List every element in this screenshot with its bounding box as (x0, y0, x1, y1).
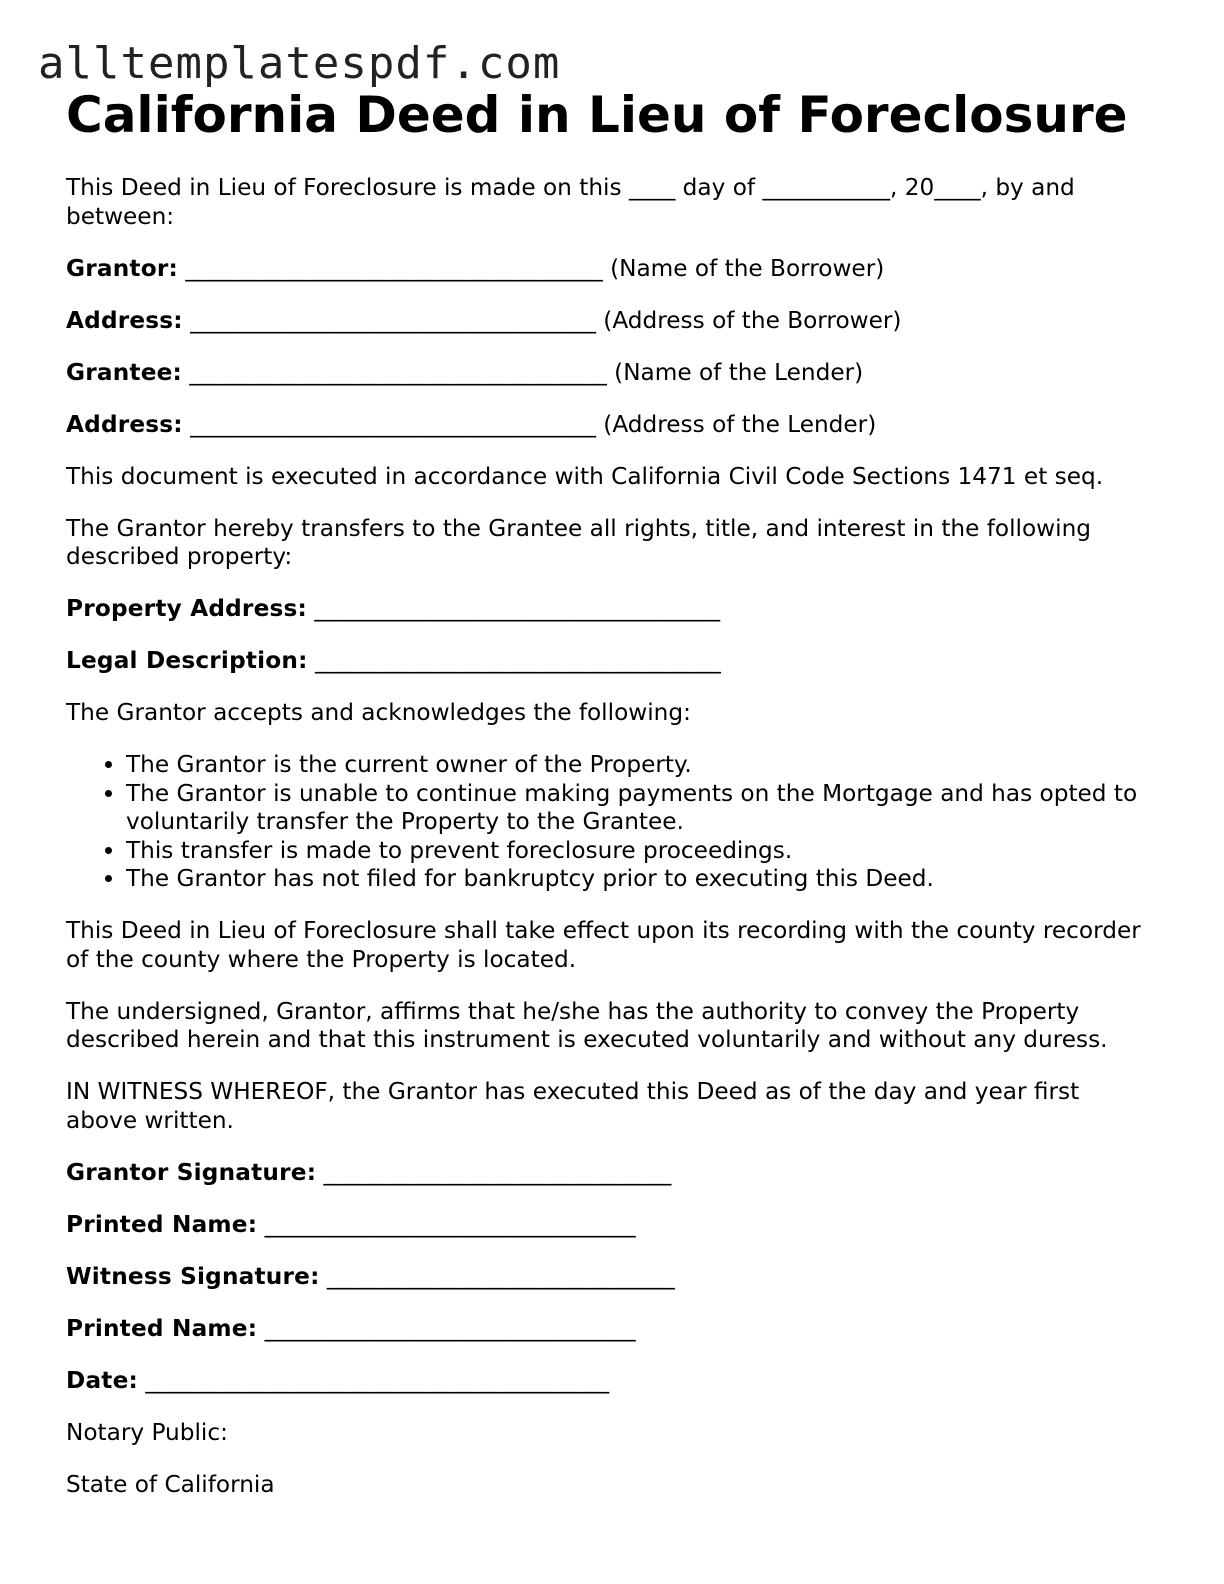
acknowledge-intro: The Grantor accepts and acknowledges the following: (66, 699, 691, 726)
witness-clause: IN WITNESS WHEREOF, the Grantor has executed this Deed as of the day and year first above written. (66, 1078, 1080, 1134)
legal-description-field[interactable]: ___________________________________ (315, 647, 721, 674)
affirmation-paragraph: The undersigned, Grantor, affirms that he/she has the authority to convey the Property described herein and that this instrument is executed voluntarily and without any duress. (66, 997, 1108, 1053)
state-label: State of California (66, 1470, 275, 1498)
intro-paragraph (66, 174, 1146, 231)
grantor-signature-line (66, 1159, 1146, 1188)
witness-signature-line (66, 1263, 1146, 1292)
intro-text-3: , 20 (889, 174, 935, 201)
grantor-label: Grantor: (66, 254, 178, 282)
notary-label: Notary Public: (66, 1418, 228, 1446)
grantor-printed-name-field[interactable]: ________________________________ (264, 1210, 636, 1238)
witness-printed-name-line (66, 1315, 1146, 1344)
grantee-label: Grantee: (66, 358, 183, 386)
month-blank[interactable]: ___________ (762, 174, 890, 201)
witness-printed-name-field[interactable]: ________________________________ (264, 1314, 636, 1342)
grantee-name-note: (Name of the Lender) (606, 358, 864, 386)
grantor-signature-field[interactable]: ______________________________ (323, 1158, 672, 1186)
witness-printed-name-label: Printed Name: (66, 1314, 258, 1342)
grantor-name-line (66, 255, 1146, 284)
grantor-address-line (66, 307, 1146, 336)
grantor-address-note: (Address of the Borrower) (595, 306, 902, 334)
date-label: Date: (66, 1366, 138, 1394)
property-address-line (66, 595, 1146, 624)
date-field[interactable]: ________________________________________ (145, 1366, 610, 1394)
grantor-name-note: (Name of the Borrower) (602, 254, 885, 282)
witness-signature-label: Witness Signature: (66, 1262, 320, 1290)
witness-signature-field[interactable]: ______________________________ (326, 1262, 675, 1290)
grantor-signature-label: Grantor Signature: (66, 1158, 317, 1186)
grantor-address-label: Address: (66, 306, 183, 334)
intro-text-1: This Deed in Lieu of Foreclosure is made on this (66, 174, 629, 201)
grantee-address-line (66, 411, 1146, 440)
property-address-label: Property Address: (66, 595, 307, 622)
watermark-text: alltemplatespdf.com (38, 38, 561, 89)
grantee-address-label: Address: (66, 410, 183, 438)
grantee-address-field[interactable]: ___________________________________ (190, 410, 596, 438)
list-item: • The Grantor is the current owner of the Property. (126, 751, 1146, 780)
intro-text-2: day of (675, 174, 763, 201)
list-item: • The Grantor is unable to continue making payments on the Mortgage and has opted to voluntarily transfer the Property to the Grantee. (126, 780, 1146, 837)
legal-description-label: Legal Description: (66, 647, 308, 674)
grantor-printed-name-line (66, 1211, 1146, 1240)
statute-paragraph: This document is executed in accordance with California Civil Code Sections 1471 et seq. (66, 462, 1104, 490)
grantee-address-note: (Address of the Lender) (595, 410, 877, 438)
transfer-paragraph: The Grantor hereby transfers to the Grantee all rights, title, and interest in the following described property: (66, 514, 1091, 570)
grantor-name-field[interactable]: ____________________________________ (185, 254, 603, 282)
date-line (66, 1367, 1146, 1396)
document-title: California Deed in Lieu of Foreclosure (66, 86, 1128, 144)
list-item: • This transfer is made to prevent foreclosure proceedings. (126, 837, 1146, 866)
grantee-name-line (66, 359, 1146, 388)
property-address-field[interactable]: ___________________________________ (314, 595, 721, 622)
grantor-printed-name-label: Printed Name: (66, 1210, 258, 1238)
year-blank[interactable]: ____ (934, 174, 981, 201)
day-blank[interactable]: ____ (628, 174, 676, 201)
list-item: • The Grantor has not filed for bankruptcy prior to executing this Deed. (126, 865, 1146, 894)
intro-text-4: , by and between: (66, 174, 1075, 230)
acknowledgement-list (66, 751, 1146, 894)
effect-paragraph: This Deed in Lieu of Foreclosure shall take effect upon its recording with the county recorder of the county where the Property is located. (66, 917, 1141, 973)
document-body (66, 174, 1146, 1523)
grantor-address-field[interactable]: ___________________________________ (190, 306, 596, 334)
legal-description-line (66, 647, 1146, 676)
grantee-name-field[interactable]: ____________________________________ (189, 358, 607, 386)
